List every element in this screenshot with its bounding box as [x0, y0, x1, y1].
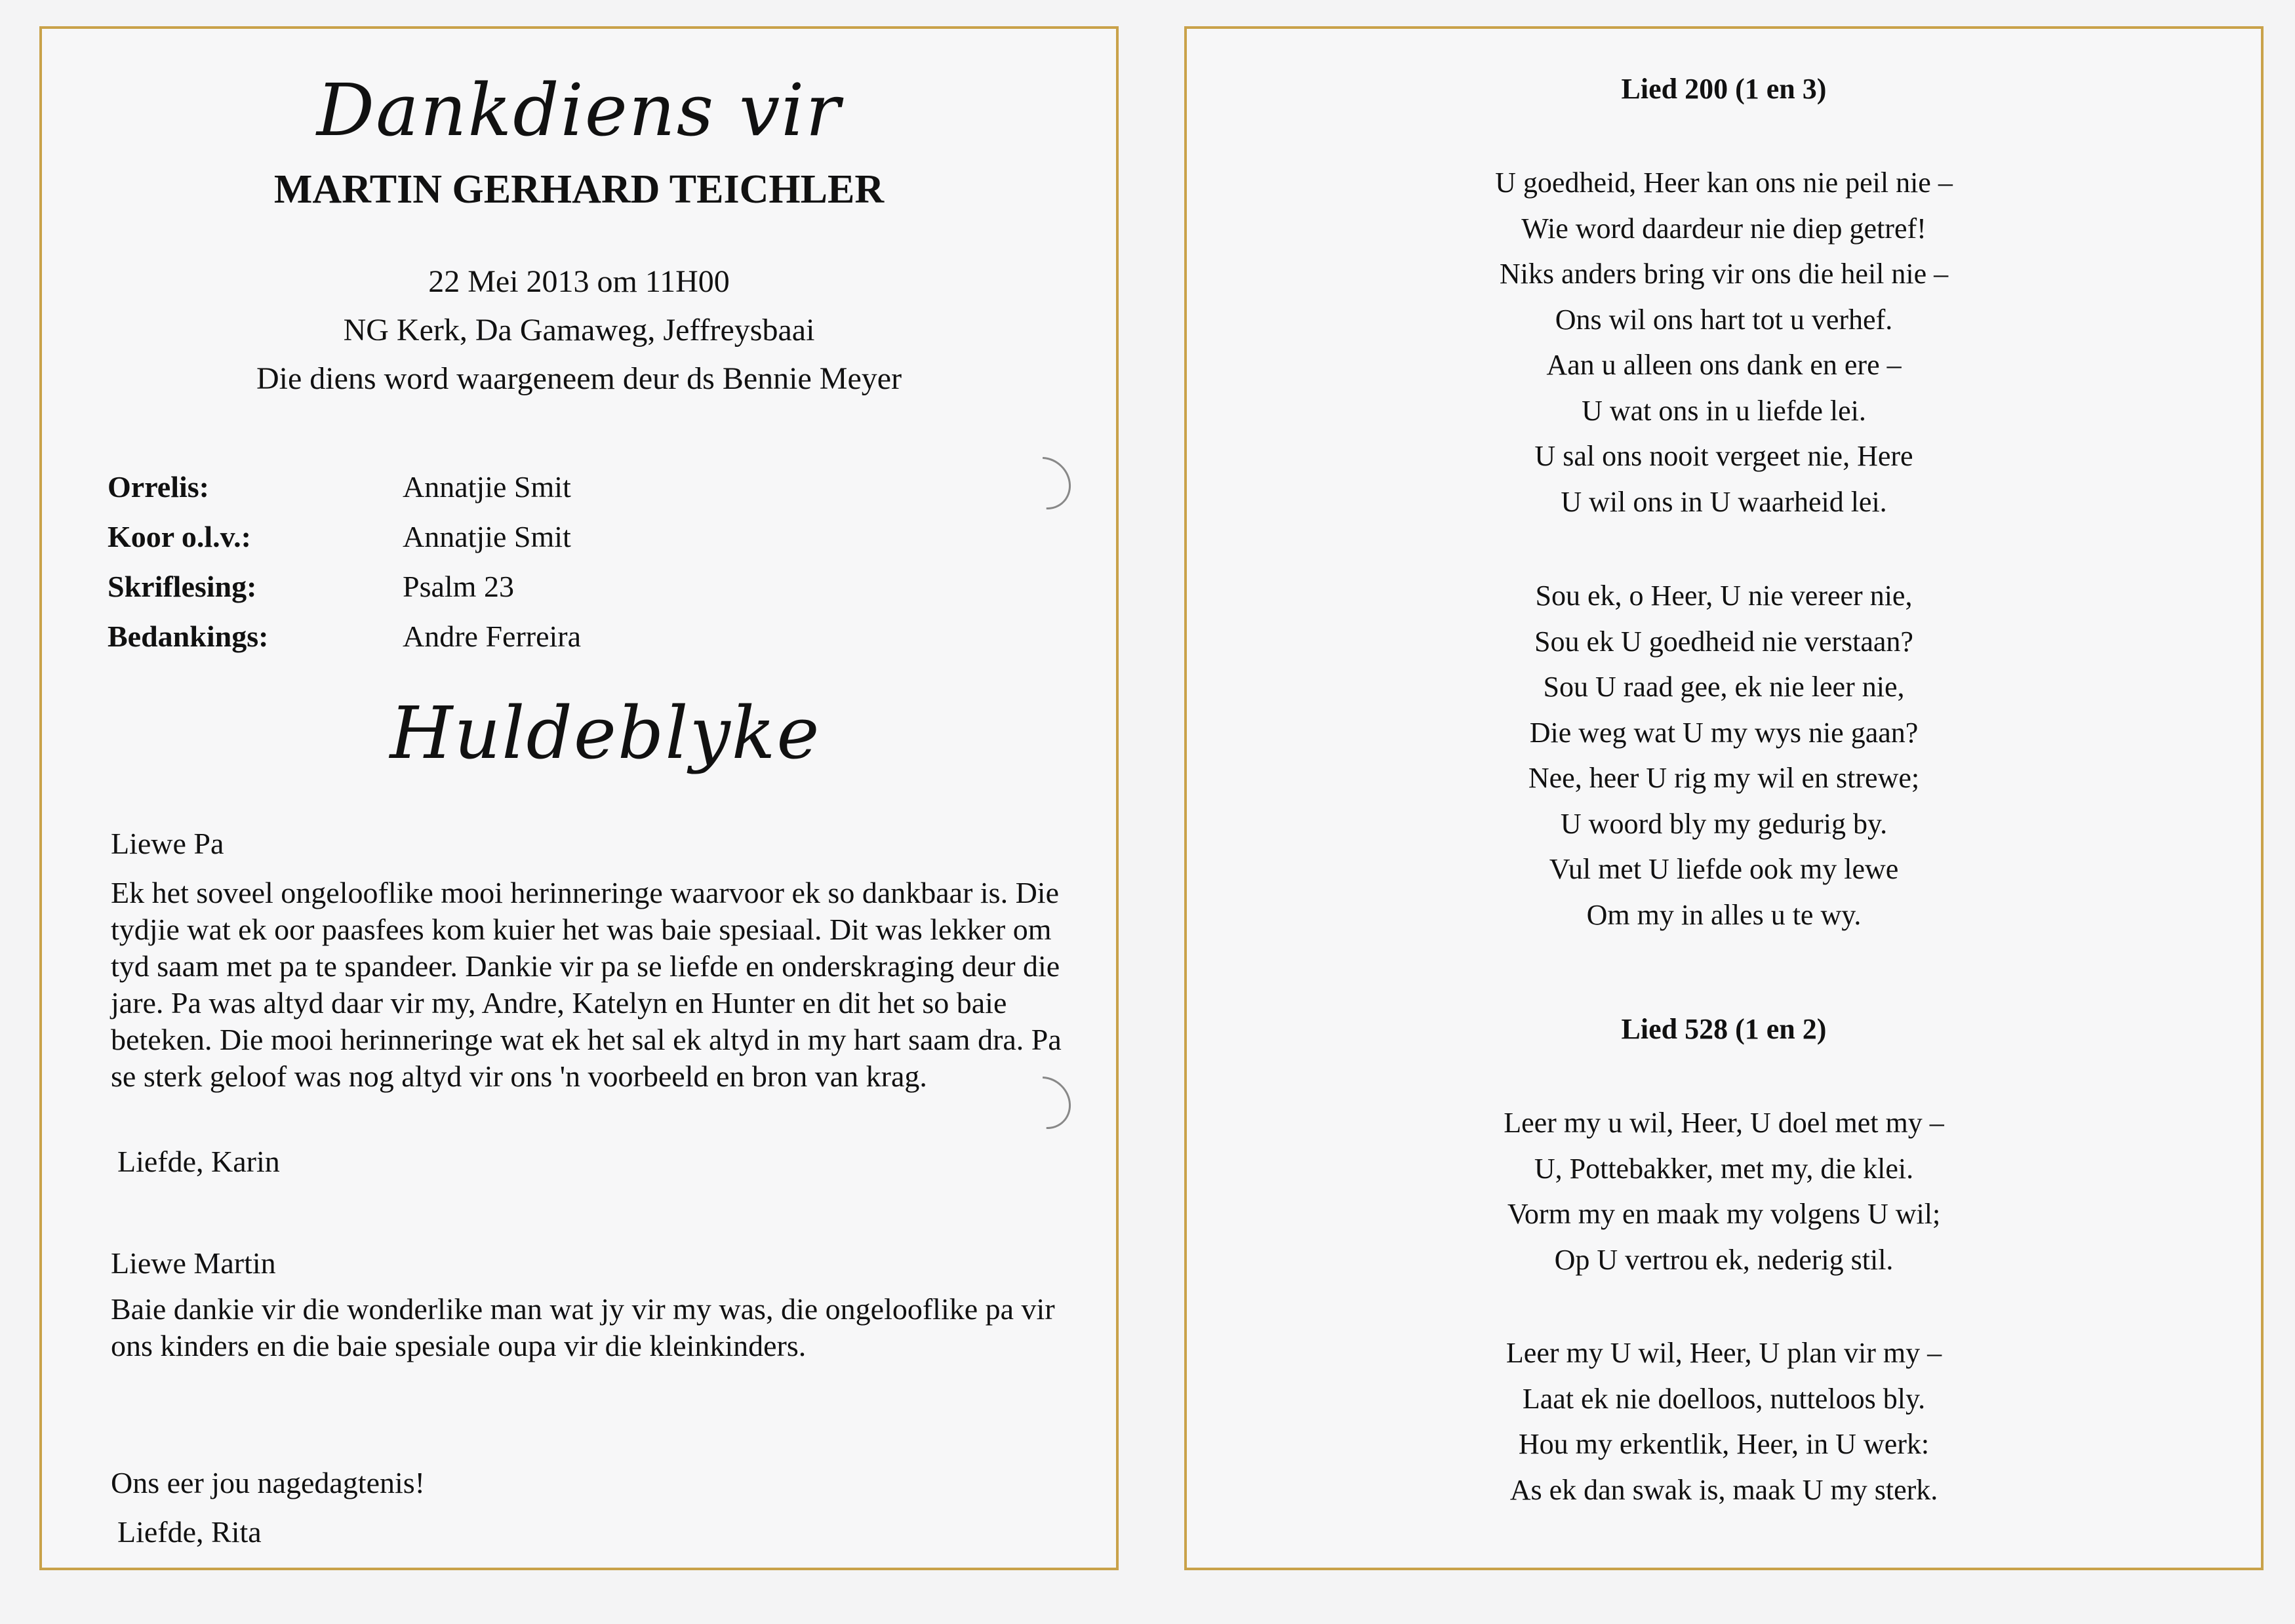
hymn-verse [1187, 573, 2261, 938]
verse-line: Aan u alleen ons dank en ere – [1546, 349, 1902, 381]
tribute-signature: Liefde, Rita [117, 1515, 262, 1549]
verse-line: U, Pottebakker, met my, die klei. [1534, 1152, 1914, 1185]
tribute-greeting: Liewe Pa [111, 827, 224, 860]
verse-line: Sou U raad gee, ek nie leer nie, [1543, 671, 1905, 703]
verse-line: Sou ek, o Heer, U nie vereer nie, [1535, 580, 1913, 612]
hymn-verse [1187, 1100, 2261, 1282]
verse-line: Hou my erkentlik, Heer, in U werk: [1518, 1428, 1930, 1460]
right-page [1184, 26, 2264, 1570]
tributes-heading: Huldeblyke [389, 691, 821, 775]
service-venue: NG Kerk, Da Gamaweg, Jeffreysbaai [343, 313, 815, 347]
verse-line: Op U vertrou ek, nederig stil. [1554, 1243, 1894, 1276]
role-value: Annatjie Smit [403, 519, 571, 553]
officiant-line: Die diens word waargeneem deur ds Bennie Meyer [256, 361, 902, 396]
role-value: Annatjie Smit [403, 469, 571, 504]
verse-line: U goedheid, Heer kan ons nie peil nie – [1495, 167, 1953, 199]
verse-line: U wat ons in u liefde lei. [1582, 394, 1866, 427]
tribute-closing: Ons eer jou nagedagtenis! [111, 1466, 426, 1499]
deceased-name: MARTIN GERHARD TEICHLER [273, 167, 885, 212]
verse-line: Niks anders bring vir ons die heil nie – [1499, 258, 1949, 290]
verse-line: Nee, heer U rig my wil en strewe; [1528, 762, 1920, 794]
tribute-greeting: Liewe Martin [111, 1246, 276, 1280]
hymn-title: Lied 528 (1 en 2) [1621, 1013, 1827, 1045]
verse-line: Leer my U wil, Heer, U plan vir my – [1506, 1337, 1942, 1369]
left-page [39, 26, 1119, 1570]
verse-line: As ek dan swak is, maak U my sterk. [1509, 1473, 1938, 1506]
service-date: 22 Mei 2013 om 11H00 [428, 264, 730, 299]
role-row [108, 561, 581, 611]
role-label: Skriflesing: [108, 569, 257, 603]
role-label: Orrelis: [108, 469, 209, 504]
tribute-body: Ek het soveel ongelooflike mooi herinneringe waarvoor ek so dankbaar is. Die tydjie wat ek oor paasfees kom kuier het was baie spesiaal. Dit was lekker om tyd saam met pa te spandeer. Dankie vir pa se liefde en onderskraging deur die jare. Pa was altyd daar vir my, Andre, Katelyn en Hunter en dit het so baie beteken. Die mooi herinneringe wat ek het sal ek altyd in my hart saam dra. Pa se sterk geloof was nog altyd vir ons 'n voorbeeld en bron van krag. [111, 876, 1062, 1093]
tribute-signature: Liefde, Karin [117, 1145, 280, 1178]
role-row [108, 611, 581, 661]
roles-list [108, 462, 581, 661]
hymn-title: Lied 200 (1 en 3) [1621, 73, 1827, 105]
verse-line: Om my in alles u te wy. [1586, 898, 1862, 931]
verse-line: Wie word daardeur nie diep getref! [1521, 212, 1926, 245]
verse-line: Vorm my en maak my volgens U wil; [1507, 1198, 1941, 1230]
hymn-verse [1187, 160, 2261, 525]
role-value: Andre Ferreira [403, 619, 582, 653]
role-value: Psalm 23 [403, 569, 514, 603]
verse-line: Leer my u wil, Heer, U doel met my – [1504, 1107, 1944, 1139]
verse-line: Vul met U liefde ook my lewe [1549, 853, 1899, 885]
script-heading: Dankdiens vir [316, 68, 842, 152]
tribute-body: Baie dankie vir die wonderlike man wat jy vir my was, die ongelooflike pa vir ons kinders en die baie spesiale oupa vir die kleinkinders. [111, 1292, 1055, 1362]
role-label: Koor o.l.v.: [108, 519, 251, 553]
verse-line: U woord bly my gedurig by. [1560, 807, 1888, 840]
verse-line: U sal ons nooit vergeet nie, Here [1534, 440, 1913, 472]
role-row [108, 511, 581, 561]
role-row [108, 462, 581, 511]
verse-line: Die weg wat U my wys nie gaan? [1529, 716, 1919, 749]
verse-line: U wil ons in U waarheid lei. [1561, 485, 1887, 518]
verse-line: Laat ek nie doelloos, nutteloos bly. [1522, 1382, 1926, 1415]
hymn-verse [1187, 1330, 2261, 1513]
verse-line: Sou ek U goedheid nie verstaan? [1534, 625, 1913, 658]
role-label: Bedankings: [108, 619, 269, 653]
verse-line: Ons wil ons hart tot u verhef. [1555, 303, 1893, 336]
